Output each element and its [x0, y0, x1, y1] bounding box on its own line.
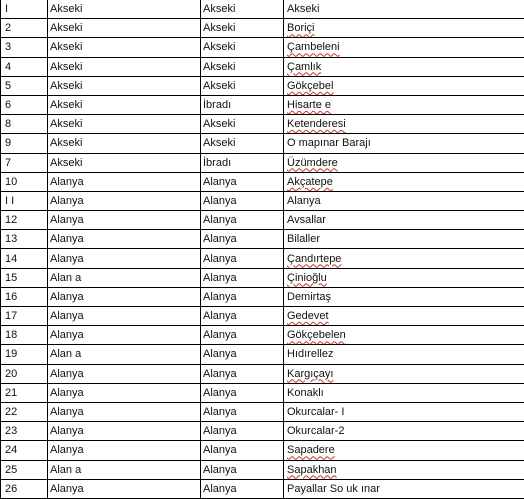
table-row	[1, 153, 524, 172]
cell-district-text: Alan a	[50, 272, 81, 284]
cell-number	[1, 0, 48, 19]
cell-subdistrict	[201, 402, 284, 421]
table-row	[1, 172, 524, 191]
cell-subdistrict	[201, 0, 284, 19]
cell-place-text: Çamlık	[287, 61, 321, 73]
cell-subdistrict-text: Alanya	[203, 272, 237, 284]
table-row	[1, 0, 524, 19]
cell-place	[284, 268, 524, 287]
cell-district	[48, 191, 201, 210]
cell-subdistrict-text: Alanya	[203, 348, 237, 360]
cell-place-text: Alanya	[287, 195, 321, 207]
cell-subdistrict-text: Alanya	[203, 176, 237, 188]
cell-district	[48, 287, 201, 306]
cell-place-text: Sapakhan	[287, 464, 337, 476]
cell-number	[1, 479, 48, 498]
cell-place	[284, 153, 524, 172]
cell-district-text: Alanya	[50, 483, 84, 495]
table-row	[1, 191, 524, 210]
cell-place	[284, 230, 524, 249]
table-row	[1, 326, 524, 345]
cell-number	[1, 76, 48, 95]
cell-subdistrict-text: İbradı	[203, 99, 231, 111]
cell-place	[284, 191, 524, 210]
cell-place-text: Üzümdere	[287, 157, 338, 169]
cell-number-text: 4	[5, 61, 11, 73]
cell-number-text: 3	[5, 41, 11, 53]
cell-number-text: 10	[5, 176, 17, 188]
cell-district-text: Alanya	[50, 444, 84, 456]
cell-district-text: Akseki	[50, 118, 82, 130]
cell-number	[1, 38, 48, 57]
table-row	[1, 211, 524, 230]
cell-district-text: Alanya	[50, 176, 84, 188]
cell-district-text: Akseki	[50, 3, 82, 15]
cell-subdistrict-text: Akseki	[203, 41, 235, 53]
cell-place	[284, 287, 524, 306]
table-row	[1, 460, 524, 479]
cell-number-text: 8	[5, 118, 11, 130]
cell-number-text: 13	[5, 233, 17, 245]
cell-place-text: Avsallar	[287, 214, 326, 226]
cell-district	[48, 57, 201, 76]
cell-district-text: Alanya	[50, 195, 84, 207]
cell-district-text: Alan a	[50, 348, 81, 360]
cell-number	[1, 402, 48, 421]
cell-number	[1, 57, 48, 76]
cell-subdistrict	[201, 307, 284, 326]
cell-number-text: I I	[5, 195, 14, 207]
cell-place	[284, 364, 524, 383]
cell-subdistrict-text: Akseki	[203, 80, 235, 92]
cell-subdistrict-text: Alanya	[203, 233, 237, 245]
cell-district	[48, 402, 201, 421]
cell-district	[48, 134, 201, 153]
cell-place	[284, 249, 524, 268]
cell-district	[48, 364, 201, 383]
cell-subdistrict-text: Akseki	[203, 61, 235, 73]
cell-number	[1, 230, 48, 249]
cell-subdistrict	[201, 38, 284, 57]
cell-subdistrict	[201, 95, 284, 114]
cell-subdistrict	[201, 115, 284, 134]
table-row	[1, 95, 524, 114]
cell-place-text: Gökçebelen	[287, 329, 346, 341]
cell-place	[284, 19, 524, 38]
cell-number-text: 24	[5, 444, 17, 456]
cell-district	[48, 345, 201, 364]
table-row	[1, 57, 524, 76]
cell-number	[1, 345, 48, 364]
cell-number-text: 26	[5, 483, 17, 495]
cell-place	[284, 38, 524, 57]
cell-district	[48, 76, 201, 95]
cell-district-text: Akseki	[50, 137, 82, 149]
cell-number	[1, 268, 48, 287]
cell-district	[48, 383, 201, 402]
cell-number	[1, 172, 48, 191]
cell-subdistrict	[201, 441, 284, 460]
cell-number	[1, 441, 48, 460]
cell-district	[48, 307, 201, 326]
cell-number-text: 25	[5, 464, 17, 476]
cell-place-text: Akçatepe	[287, 176, 333, 188]
cell-place-text: Demirtaş	[287, 291, 331, 303]
cell-district	[48, 460, 201, 479]
cell-subdistrict	[201, 364, 284, 383]
cell-number-text: 16	[5, 291, 17, 303]
cell-number	[1, 307, 48, 326]
table-body	[1, 0, 524, 498]
cell-place-text: Hisarte e	[287, 99, 331, 111]
table-row	[1, 115, 524, 134]
cell-place-text: Kargıçayı	[287, 368, 333, 380]
table-row	[1, 38, 524, 57]
cell-district-text: Akseki	[50, 22, 82, 34]
cell-number	[1, 134, 48, 153]
cell-number-text: 22	[5, 406, 17, 418]
cell-place	[284, 326, 524, 345]
cell-district	[48, 479, 201, 498]
cell-subdistrict-text: Alanya	[203, 253, 237, 265]
table-row	[1, 230, 524, 249]
cell-district-text: Alanya	[50, 406, 84, 418]
cell-district-text: Alanya	[50, 253, 84, 265]
table-row	[1, 268, 524, 287]
cell-district-text: Akseki	[50, 61, 82, 73]
cell-place	[284, 402, 524, 421]
cell-place-text: Payallar So uk ınar	[287, 483, 380, 495]
cell-number	[1, 211, 48, 230]
cell-subdistrict-text: Akseki	[203, 137, 235, 149]
table-row	[1, 479, 524, 498]
cell-subdistrict	[201, 19, 284, 38]
cell-place-text: Gedevet	[287, 310, 329, 322]
cell-district-text: Alanya	[50, 310, 84, 322]
cell-number	[1, 364, 48, 383]
cell-subdistrict	[201, 134, 284, 153]
cell-district	[48, 172, 201, 191]
table-row	[1, 345, 524, 364]
cell-number-text: 21	[5, 387, 17, 399]
cell-number	[1, 249, 48, 268]
cell-place	[284, 95, 524, 114]
table-row	[1, 364, 524, 383]
cell-subdistrict	[201, 76, 284, 95]
cell-number	[1, 191, 48, 210]
cell-number	[1, 326, 48, 345]
cell-place-text: Hıdırellez	[287, 348, 333, 360]
cell-district	[48, 153, 201, 172]
cell-subdistrict	[201, 422, 284, 441]
table-row	[1, 422, 524, 441]
cell-district-text: Akseki	[50, 80, 82, 92]
cell-place-text: Boriçi	[287, 22, 315, 34]
cell-subdistrict	[201, 172, 284, 191]
cell-place-text: Sapadere	[287, 444, 335, 456]
cell-subdistrict	[201, 153, 284, 172]
cell-district	[48, 422, 201, 441]
cell-subdistrict-text: Alanya	[203, 214, 237, 226]
cell-subdistrict-text: Alanya	[203, 291, 237, 303]
cell-district-text: Alanya	[50, 291, 84, 303]
cell-district-text: Alanya	[50, 368, 84, 380]
cell-number-text: 20	[5, 368, 17, 380]
cell-place	[284, 57, 524, 76]
cell-number-text: 19	[5, 348, 17, 360]
cell-place	[284, 422, 524, 441]
cell-place-text: Konaklı	[287, 387, 324, 399]
table-row	[1, 287, 524, 306]
cell-place	[284, 0, 524, 19]
cell-subdistrict	[201, 211, 284, 230]
cell-place	[284, 479, 524, 498]
cell-subdistrict-text: İbradı	[203, 157, 231, 169]
cell-place-text: Akseki	[287, 3, 319, 15]
cell-subdistrict	[201, 57, 284, 76]
cell-subdistrict-text: Alanya	[203, 329, 237, 341]
cell-district-text: Alanya	[50, 214, 84, 226]
cell-number-text: 6	[5, 99, 11, 111]
cell-subdistrict-text: Alanya	[203, 464, 237, 476]
cell-subdistrict-text: Akseki	[203, 118, 235, 130]
table-row	[1, 19, 524, 38]
cell-number	[1, 153, 48, 172]
cell-place-text: Ketenderesi	[287, 118, 346, 130]
cell-place-text: Çandırtepe	[287, 253, 341, 265]
cell-subdistrict-text: Alanya	[203, 195, 237, 207]
cell-place	[284, 134, 524, 153]
cell-subdistrict	[201, 268, 284, 287]
cell-number-text: 23	[5, 425, 17, 437]
cell-district-text: Akseki	[50, 157, 82, 169]
table-row	[1, 134, 524, 153]
cell-place	[284, 307, 524, 326]
cell-district-text: Alan a	[50, 464, 81, 476]
cell-number-text: 2	[5, 22, 11, 34]
cell-subdistrict-text: Akseki	[203, 3, 235, 15]
cell-district	[48, 19, 201, 38]
cell-subdistrict	[201, 230, 284, 249]
cell-number	[1, 95, 48, 114]
cell-district-text: Akseki	[50, 99, 82, 111]
cell-district	[48, 0, 201, 19]
cell-place-text: O mapınar Barajı	[287, 137, 371, 149]
cell-place	[284, 383, 524, 402]
cell-place-text: Çambeleni	[287, 41, 340, 53]
cell-number	[1, 115, 48, 134]
cell-subdistrict-text: Alanya	[203, 444, 237, 456]
cell-district	[48, 115, 201, 134]
cell-subdistrict-text: Alanya	[203, 387, 237, 399]
cell-place	[284, 441, 524, 460]
cell-place	[284, 115, 524, 134]
cell-district	[48, 95, 201, 114]
cell-number-text: 15	[5, 272, 17, 284]
table-row	[1, 383, 524, 402]
cell-subdistrict-text: Alanya	[203, 425, 237, 437]
cell-subdistrict	[201, 326, 284, 345]
cell-subdistrict	[201, 383, 284, 402]
cell-place-text: Bilaller	[287, 233, 320, 245]
table-row	[1, 76, 524, 95]
cell-place	[284, 345, 524, 364]
cell-district-text: Alanya	[50, 329, 84, 341]
cell-number-text: I	[5, 3, 8, 15]
cell-number-text: 17	[5, 310, 17, 322]
cell-district	[48, 38, 201, 57]
cell-district	[48, 211, 201, 230]
cell-number	[1, 460, 48, 479]
cell-number-text: 14	[5, 253, 17, 265]
cell-subdistrict	[201, 479, 284, 498]
table-row	[1, 441, 524, 460]
cell-subdistrict-text: Akseki	[203, 22, 235, 34]
cell-district	[48, 441, 201, 460]
table-row	[1, 307, 524, 326]
table-row	[1, 249, 524, 268]
cell-district	[48, 268, 201, 287]
cell-place	[284, 211, 524, 230]
cell-place	[284, 172, 524, 191]
cell-subdistrict	[201, 345, 284, 364]
cell-district	[48, 326, 201, 345]
cell-place-text: Gökçebel	[287, 80, 333, 92]
cell-place-text: Çinioğlu	[287, 272, 327, 284]
cell-number	[1, 19, 48, 38]
cell-subdistrict-text: Alanya	[203, 368, 237, 380]
cell-number-text: 18	[5, 329, 17, 341]
cell-subdistrict	[201, 287, 284, 306]
cell-subdistrict	[201, 191, 284, 210]
cell-subdistrict-text: Alanya	[203, 406, 237, 418]
cell-number	[1, 422, 48, 441]
cell-place	[284, 76, 524, 95]
cell-district	[48, 230, 201, 249]
cell-number-text: 5	[5, 80, 11, 92]
cell-number	[1, 383, 48, 402]
table-row	[1, 402, 524, 421]
cell-place-text: Okurcalar-2	[287, 425, 344, 437]
cell-subdistrict-text: Alanya	[203, 310, 237, 322]
cell-place	[284, 460, 524, 479]
cell-subdistrict	[201, 249, 284, 268]
cell-number-text: 12	[5, 214, 17, 226]
cell-district	[48, 249, 201, 268]
cell-subdistrict	[201, 460, 284, 479]
cell-number	[1, 287, 48, 306]
cell-subdistrict-text: Alanya	[203, 483, 237, 495]
cell-place-text: Okurcalar- I	[287, 406, 344, 418]
cell-district-text: Alanya	[50, 425, 84, 437]
cell-number-text: 9	[5, 137, 11, 149]
cell-district-text: Alanya	[50, 387, 84, 399]
cell-district-text: Akseki	[50, 41, 82, 53]
cell-district-text: Alanya	[50, 233, 84, 245]
cell-number-text: 7	[5, 157, 11, 169]
